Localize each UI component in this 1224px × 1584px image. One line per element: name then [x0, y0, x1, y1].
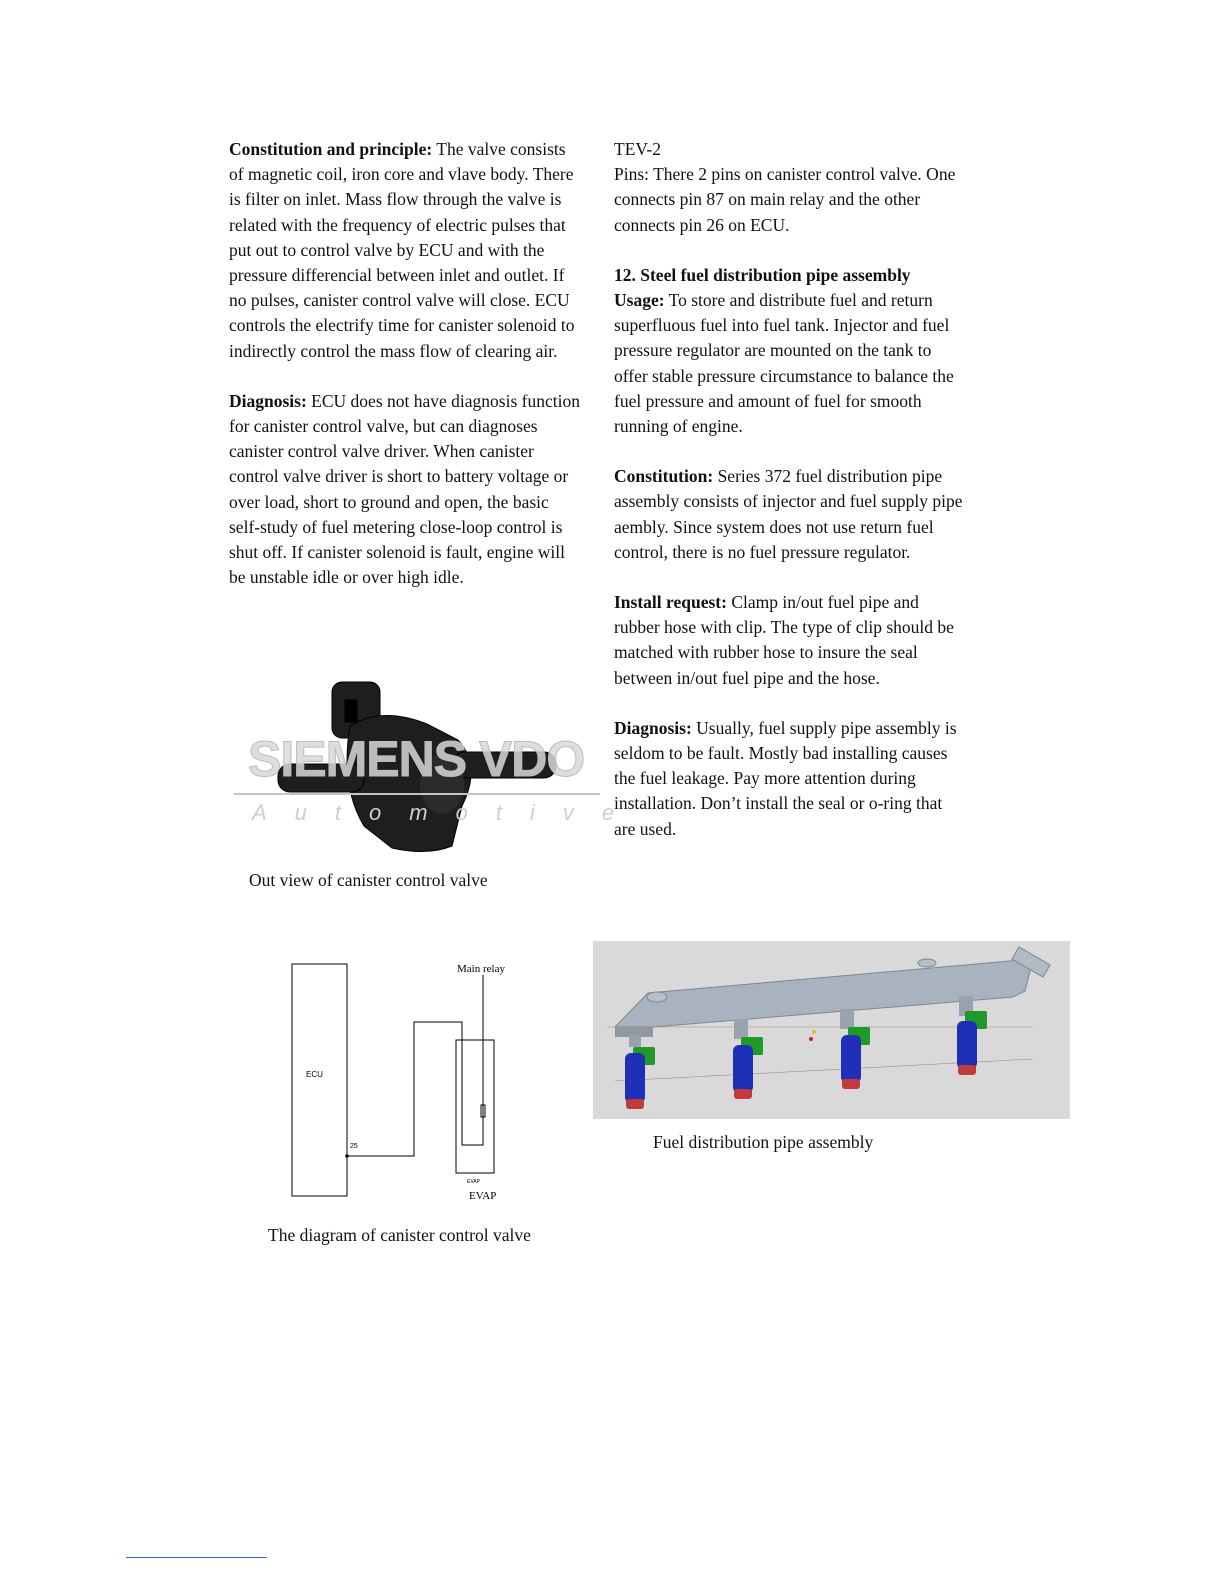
ecu-label: ECU [306, 1070, 323, 1079]
pin-label: 25 [350, 1143, 358, 1150]
right-constitution-text: Series 372 fuel distribution pipe assembly consists of injector and fuel supply pipe aembly. Since system does not use return fuel control, there is no fuel pressure regulator. [614, 466, 963, 562]
right-diagnosis-label: Diagnosis: [614, 717, 692, 738]
left-column [229, 137, 581, 590]
evap-label: EVAP [469, 1190, 497, 1202]
right-diagnosis-text: Usually, fuel supply pipe assembly is seldom to be fault. Mostly bad installing causes the fuel leakage. Pay more attention during installation. Don’t install the seal or o-ring that are used. [614, 717, 957, 839]
fuel-pipe-caption: Fuel distribution pipe assembly [653, 1132, 874, 1152]
canister-valve-image [232, 676, 643, 858]
pin-dot [345, 1154, 349, 1158]
left-diagnosis-paragraph [229, 389, 581, 591]
right-constitution-label: Constitution: [614, 466, 714, 487]
tev-title: TEV-2 [614, 139, 661, 159]
pins-paragraph: Pins: There 2 pins on canister control valve. One connects pin 87 on main relay and the other connects pin 26 on ECU. [614, 164, 956, 235]
constitution-principle-paragraph [229, 137, 581, 364]
usage-text: To store and distribute fuel and return superfluous fuel into fuel tank. Injector and fuel pressure regulator are mounted on the tank to offer stable pressure circumstance to balance the fuel pressure and amount of fuel for smooth running of engine. [614, 290, 954, 437]
right-diagnosis-paragraph [614, 716, 964, 842]
wiring-diagram [280, 955, 520, 1205]
install-label: Install request: [614, 592, 727, 613]
usage-label: Usage: [614, 290, 665, 311]
fuel-pipe-photo [593, 941, 1070, 1119]
right-column [614, 137, 964, 842]
relay-label: Main relay [457, 963, 505, 975]
watermark-sub: Automotive [252, 800, 643, 825]
left-diagnosis-label: Diagnosis: [229, 390, 307, 411]
install-text: Clamp in/out fuel pipe and rubber hose with clip. The type of clip should be matched with rubber hose to insure the seal between in/out fuel pipe and the hose. [614, 592, 954, 688]
constitution-principle-text: The valve consists of magnetic coil, iron core and vlave body. There is filter on inlet. Mass flow through the valve is related with the frequency of electric pulses that put out to control valve by ECU and with the pressure differencial between inlet and outlet. If no pulses, canister control valve will close. ECU controls the electrify time for canister solenoid to indirectly control the mass flow of clearing air. [229, 139, 575, 361]
left-diagnosis-text: ECU does not have diagnosis function for canister control valve, but can diagnoses canister control valve driver. When canister control valve driver is short to battery voltage or over load, short to ground and open, the basic self-study of fuel metering close-loop control is shut off. If canister solenoid is fault, engine will be unstable idle or over high idle. [229, 390, 580, 588]
fuel-pipe-image [593, 941, 1070, 1119]
wiring-diagram-svg [280, 955, 520, 1205]
valve-photo [232, 676, 643, 858]
valve-photo-caption: Out view of canister control valve [249, 870, 488, 890]
right-constitution-paragraph [614, 464, 964, 565]
section-heading: 12. Steel fuel distribution pipe assembly [614, 264, 911, 285]
signal-wire [347, 1022, 462, 1156]
usage-paragraph [614, 288, 964, 439]
wiring-diagram-caption: The diagram of canister control valve [268, 1225, 531, 1245]
evap-small-label: EVAP [467, 1179, 480, 1185]
watermark-brand: SIEMENS VDO [248, 731, 585, 787]
constitution-principle-label: Constitution and principle: [229, 139, 433, 159]
install-paragraph [614, 590, 964, 691]
footnote-rule [126, 1557, 267, 1558]
ecu-box [292, 964, 347, 1196]
evap-coil-loop [462, 1040, 483, 1145]
